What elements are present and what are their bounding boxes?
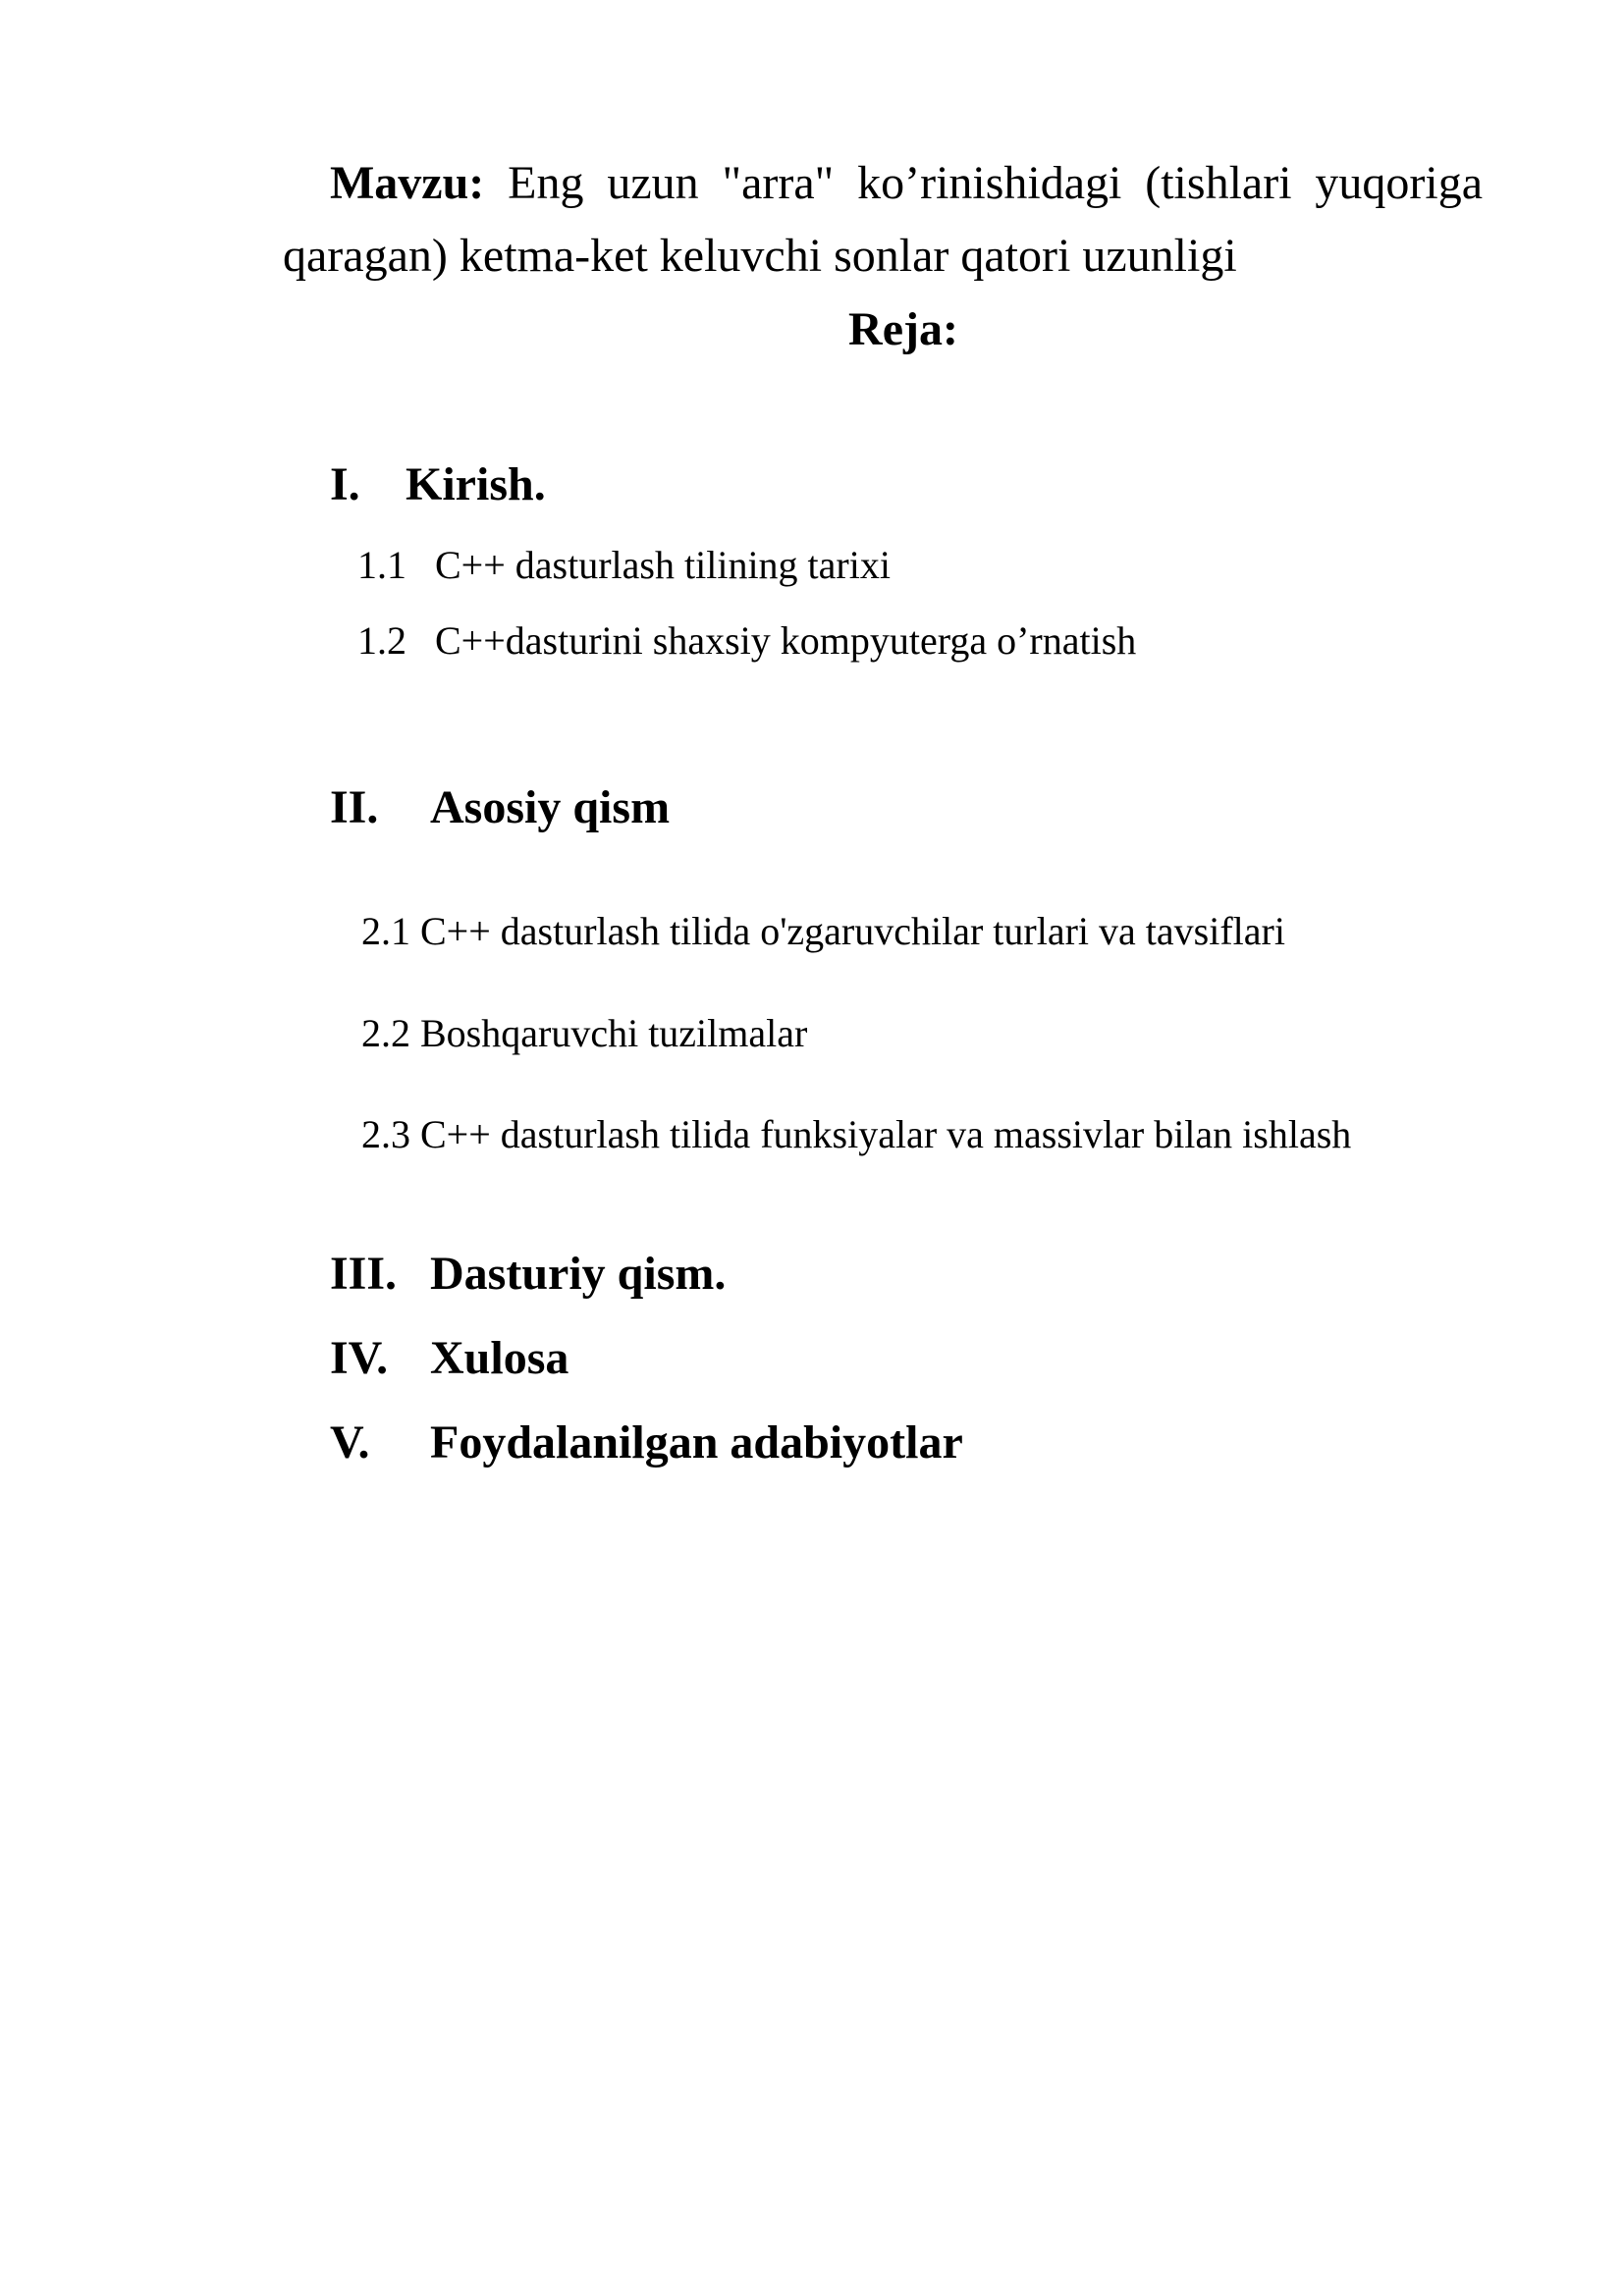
subsection-text: C++ dasturlash tilida o'zgaruvchilar turlari va tavsiflari [420,909,1285,953]
subsection-item-2-2 [361,1009,807,1058]
subsection-item-1-1 [357,541,891,590]
plan-title: Reja: [848,303,958,355]
section-title: Xulosa [430,1332,569,1384]
section-number: I. [330,458,360,510]
section-number: V. [330,1416,370,1468]
subsection-item-2-1 [361,907,1285,956]
section-heading-2 [330,778,670,837]
section-heading-3 [330,1245,726,1304]
topic-label: Mavzu: [330,157,485,209]
subsection-number: 2.1 [361,909,410,953]
section-title: Foydalanilgan adabiyotlar [430,1416,963,1468]
subsection-number: 1.2 [357,618,406,663]
section-number: II. [330,781,379,833]
subsection-text: C++ dasturlash tilining tarixi [435,543,891,587]
subsection-number: 2.2 [361,1011,410,1055]
subsection-number: 1.1 [357,543,406,587]
section-title: Kirish. [406,458,546,510]
subsection-item-1-2 [357,616,1136,666]
topic-text: Eng uzun "arra" ko’rinishidagi (tishlari yuqoriga qaragan) ketma-ket keluvchi sonlar qatori uzunligi [283,157,1484,282]
section-number: III. [330,1248,398,1300]
subsection-text: Boshqaruvchi tuzilmalar [420,1011,808,1055]
topic-paragraph [283,147,1483,293]
subsection-item-2-3 [361,1110,1351,1159]
section-number: IV. [330,1332,389,1384]
section-heading-1 [330,455,546,514]
section-heading-4 [330,1329,568,1388]
subsection-text: C++ dasturlash tilida funksiyalar va massivlar bilan ishlash [420,1112,1352,1156]
subsection-number: 2.3 [361,1112,410,1156]
section-heading-5 [330,1414,963,1472]
section-title: Asosiy qism [430,781,671,833]
subsection-text: C++dasturini shaxsiy kompyuterga o’rnatish [435,618,1137,663]
section-title: Dasturiy qism. [430,1248,727,1300]
